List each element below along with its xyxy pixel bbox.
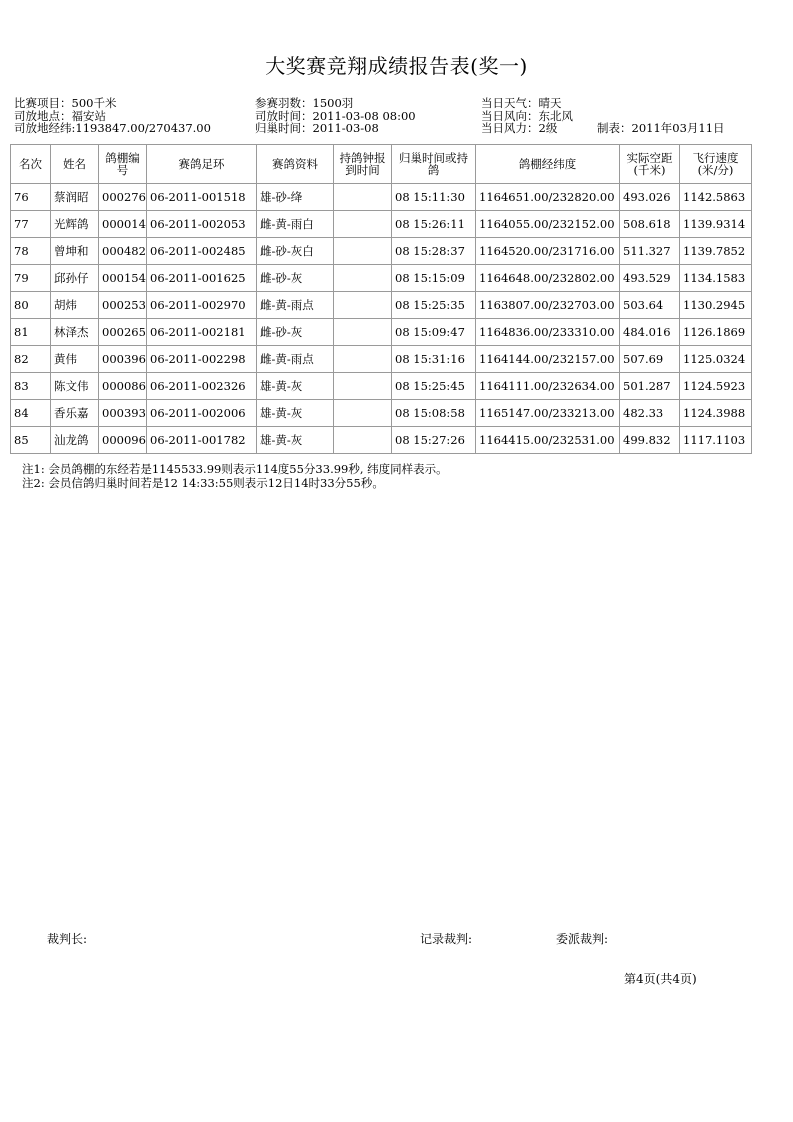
cell-distance: 493.026 (620, 184, 680, 211)
report-title: 大奖赛竞翔成绩报告表(奖一) (265, 54, 528, 78)
table-row (11, 319, 752, 346)
cell-clock (334, 292, 392, 319)
cell-clock (334, 373, 392, 400)
cell-clock (334, 238, 392, 265)
cell-rank: 81 (11, 319, 51, 346)
cell-ring: 06-2011-002006 (147, 400, 257, 427)
cell-distance: 507.69 (620, 346, 680, 373)
cell-arrival: 08 15:31:16 (392, 346, 476, 373)
table-row (11, 427, 752, 454)
cell-ring: 06-2011-001625 (147, 265, 257, 292)
cell-arrival: 08 15:25:45 (392, 373, 476, 400)
cell-loft-no: 000396 (99, 346, 147, 373)
table-row (11, 211, 752, 238)
cell-info: 雌-砂-灰 (257, 319, 334, 346)
cell-info: 雌-砂-灰 (257, 265, 334, 292)
cell-distance: 482.33 (620, 400, 680, 427)
cell-name: 汕龙鸽 (51, 427, 99, 454)
cell-coords: 1164836.00/233310.00 (476, 319, 620, 346)
made-on: 制表：2011年03月11日 (597, 121, 725, 135)
pigeon-count: 参赛羽数：1500羽 (255, 96, 354, 110)
cell-ring: 06-2011-002485 (147, 238, 257, 265)
cell-loft-no: 000482 (99, 238, 147, 265)
cell-coords: 1164111.00/232634.00 (476, 373, 620, 400)
cell-distance: 499.832 (620, 427, 680, 454)
cell-loft-no: 000265 (99, 319, 147, 346)
cell-distance: 493.529 (620, 265, 680, 292)
page-info: 第4页(共4页) (624, 972, 697, 986)
cell-speed: 1139.9314 (680, 211, 752, 238)
cell-loft-no: 000096 (99, 427, 147, 454)
cell-info: 雄-黄-灰 (257, 400, 334, 427)
col-ring: 赛鸽足环 (147, 145, 257, 184)
cell-speed: 1124.3988 (680, 400, 752, 427)
cell-coords: 1165147.00/233213.00 (476, 400, 620, 427)
cell-arrival: 08 15:11:30 (392, 184, 476, 211)
col-arrival: 归巢时间或持鸽 (392, 145, 476, 184)
cell-rank: 80 (11, 292, 51, 319)
cell-loft-no: 000154 (99, 265, 147, 292)
release-place: 司放地点：福安站 (14, 108, 106, 123)
table-row (11, 400, 752, 427)
meta-right (481, 97, 573, 135)
cell-name: 光辉鸽 (51, 211, 99, 238)
cell-rank: 76 (11, 184, 51, 211)
cell-rank: 77 (11, 211, 51, 238)
cell-rank: 84 (11, 400, 51, 427)
cell-loft-no: 000276 (99, 184, 147, 211)
cell-info: 雄-黄-灰 (257, 373, 334, 400)
cell-info: 雌-黄-雨点 (257, 292, 334, 319)
table-row (11, 292, 752, 319)
race-item: 比赛项目：500千米 (14, 96, 117, 110)
cell-coords: 1164055.00/232152.00 (476, 211, 620, 238)
table-row (11, 373, 752, 400)
cell-loft-no: 000086 (99, 373, 147, 400)
cell-ring: 06-2011-002181 (147, 319, 257, 346)
cell-loft-no: 000014 (99, 211, 147, 238)
cell-speed: 1134.1583 (680, 265, 752, 292)
col-distance: 实际空距(千米) (620, 145, 680, 184)
cell-arrival: 08 15:08:58 (392, 400, 476, 427)
col-info: 赛鸽资料 (257, 145, 334, 184)
cell-speed: 1125.0324 (680, 346, 752, 373)
cell-speed: 1117.1103 (680, 427, 752, 454)
cell-clock (334, 346, 392, 373)
return-time: 归巢时间：2011-03-08 (255, 121, 379, 135)
col-loft-no: 鸽棚编号 (99, 145, 147, 184)
cell-rank: 82 (11, 346, 51, 373)
col-name: 姓名 (51, 145, 99, 184)
cell-name: 胡炜 (51, 292, 99, 319)
weather: 当日天气：晴天 (481, 96, 562, 110)
cell-clock (334, 211, 392, 238)
wind-force: 当日风力：2级 (481, 121, 558, 135)
cell-clock (334, 319, 392, 346)
cell-distance: 501.287 (620, 373, 680, 400)
cell-info: 雌-砂-灰白 (257, 238, 334, 265)
cell-loft-no: 000393 (99, 400, 147, 427)
cell-ring: 06-2011-001518 (147, 184, 257, 211)
cell-ring: 06-2011-002298 (147, 346, 257, 373)
cell-rank: 83 (11, 373, 51, 400)
cell-ring: 06-2011-002053 (147, 211, 257, 238)
cell-info: 雄-砂-绛 (257, 184, 334, 211)
wind-direction: 当日风向：东北风 (481, 108, 573, 123)
cell-rank: 78 (11, 238, 51, 265)
release-coords: 司放地经纬:1193847.00/270437.00 (14, 121, 211, 135)
cell-distance: 484.016 (620, 319, 680, 346)
release-time: 司放时间：2011-03-08 08:00 (255, 108, 416, 123)
cell-coords: 1164415.00/232531.00 (476, 427, 620, 454)
meta-left (14, 97, 211, 135)
cell-rank: 85 (11, 427, 51, 454)
table-row (11, 238, 752, 265)
cell-clock (334, 400, 392, 427)
cell-arrival: 08 15:28:37 (392, 238, 476, 265)
cell-ring: 06-2011-002970 (147, 292, 257, 319)
cell-distance: 508.618 (620, 211, 680, 238)
record-judge-label: 记录裁判: (420, 932, 473, 946)
note-2: 注2: 会员信鸽归巢时间若是12 14:33:55则表示12日14时33分55秒。 (22, 476, 384, 490)
cell-name: 陈文伟 (51, 373, 99, 400)
cell-ring: 06-2011-002326 (147, 373, 257, 400)
col-speed: 飞行速度(米/分) (680, 145, 752, 184)
cell-info: 雌-黄-雨点 (257, 346, 334, 373)
cell-speed: 1126.1869 (680, 319, 752, 346)
notes (22, 462, 448, 490)
table-row (11, 346, 752, 373)
col-rank: 名次 (11, 145, 51, 184)
cell-name: 邱孙仔 (51, 265, 99, 292)
cell-arrival: 08 15:27:26 (392, 427, 476, 454)
cell-ring: 06-2011-001782 (147, 427, 257, 454)
col-clock: 持鸽钟报到时间 (334, 145, 392, 184)
cell-coords: 1164651.00/232820.00 (476, 184, 620, 211)
assigned-judge-label: 委派裁判: (556, 932, 609, 946)
cell-name: 蔡润昭 (51, 184, 99, 211)
cell-speed: 1139.7852 (680, 238, 752, 265)
cell-distance: 503.64 (620, 292, 680, 319)
cell-coords: 1164520.00/231716.00 (476, 238, 620, 265)
chief-judge-label: 裁判长: (47, 932, 88, 946)
cell-distance: 511.327 (620, 238, 680, 265)
cell-name: 黄伟 (51, 346, 99, 373)
cell-speed: 1130.2945 (680, 292, 752, 319)
cell-name: 曾坤和 (51, 238, 99, 265)
cell-arrival: 08 15:15:09 (392, 265, 476, 292)
cell-rank: 79 (11, 265, 51, 292)
header-row (11, 145, 752, 184)
cell-arrival: 08 15:25:35 (392, 292, 476, 319)
table-row (11, 265, 752, 292)
cell-clock (334, 265, 392, 292)
meta-middle (255, 97, 416, 135)
cell-coords: 1164144.00/232157.00 (476, 346, 620, 373)
cell-clock (334, 427, 392, 454)
cell-info: 雌-黄-雨白 (257, 211, 334, 238)
note-1: 注1: 会员鸽棚的东经若是1145533.99则表示114度55分33.99秒, 纬度同样表示。 (22, 462, 448, 476)
cell-loft-no: 000253 (99, 292, 147, 319)
cell-clock (334, 184, 392, 211)
results-table (10, 144, 752, 454)
cell-coords: 1164648.00/232802.00 (476, 265, 620, 292)
cell-name: 香乐嘉 (51, 400, 99, 427)
cell-arrival: 08 15:26:11 (392, 211, 476, 238)
cell-arrival: 08 15:09:47 (392, 319, 476, 346)
cell-speed: 1124.5923 (680, 373, 752, 400)
cell-coords: 1163807.00/232703.00 (476, 292, 620, 319)
cell-name: 林泽杰 (51, 319, 99, 346)
table-row (11, 184, 752, 211)
cell-info: 雄-黄-灰 (257, 427, 334, 454)
cell-speed: 1142.5863 (680, 184, 752, 211)
col-coords: 鸽棚经纬度 (476, 145, 620, 184)
